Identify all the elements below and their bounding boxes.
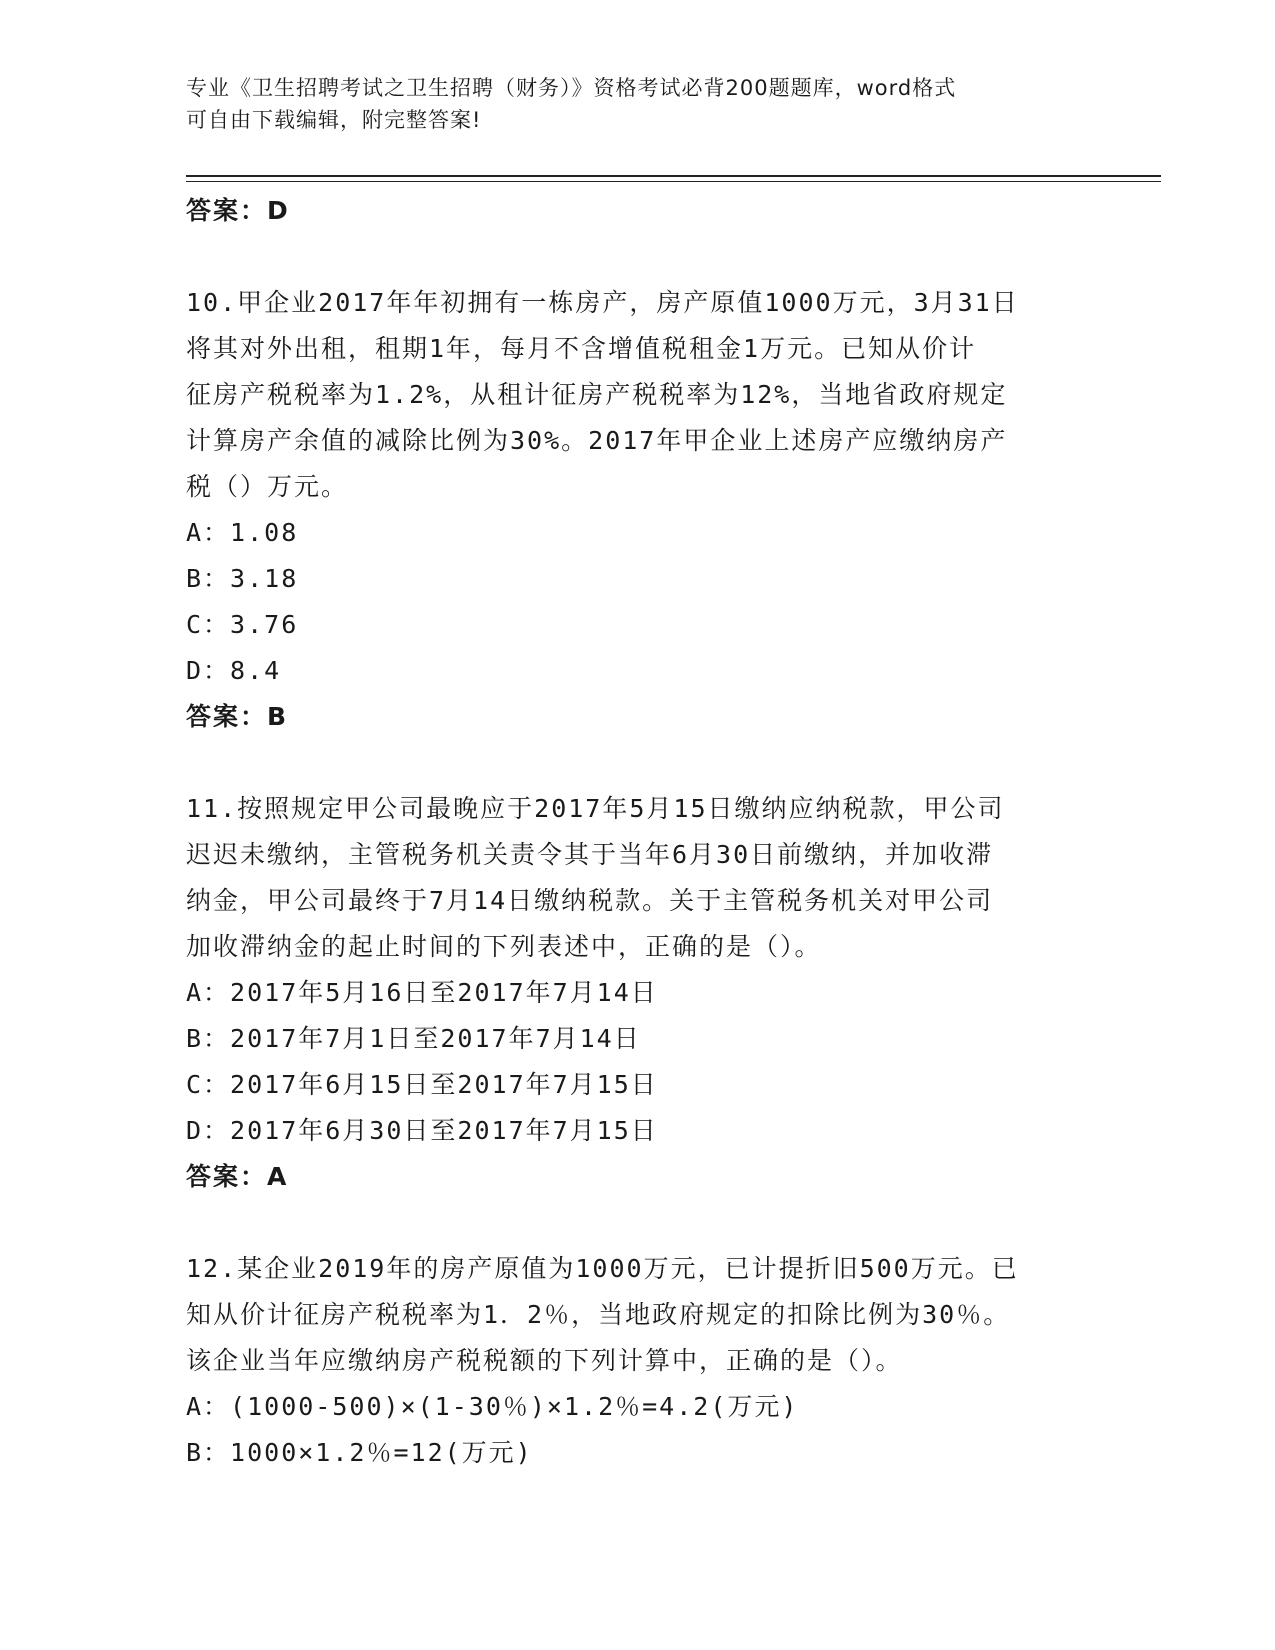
spacer <box>186 740 1086 786</box>
question-stem-line: 将其对外出租，租期1年，每月不含增值税租金1万元。已知从价计 <box>186 334 977 363</box>
question-stem-line: 税（）万元。 <box>186 472 349 501</box>
option-d: D：8.4 <box>186 656 282 685</box>
option-a: A：1.08 <box>186 518 299 547</box>
header-line-1: 专业《卫生招聘考试之卫生招聘（财务）》资格考试必背200题题库，word格式 <box>186 76 957 100</box>
question-10 <box>186 280 1086 740</box>
question-answer: 答案：A <box>186 1162 289 1191</box>
header-rule-thick <box>186 175 1161 177</box>
option-b: B：3.18 <box>186 564 299 593</box>
question-stem-line: 纳金，甲公司最终于7月14日缴纳税款。关于主管税务机关对甲公司 <box>186 886 994 915</box>
question-12 <box>186 1246 1086 1476</box>
question-stem-line: 11.按照规定甲公司最晚应于2017年5月15日缴纳应纳税款，甲公司 <box>186 794 1005 823</box>
question-stem-line: 征房产税税率为1.2%，从租计征房产税税率为12%，当地省政府规定 <box>186 380 1008 409</box>
option-c: C：2017年6月15日至2017年7月15日 <box>186 1070 658 1099</box>
question-answer: 答案：B <box>186 702 289 731</box>
question-stem-line: 知从价计征房产税税率为1．2％，当地政府规定的扣除比例为30％。 <box>186 1300 1011 1329</box>
header-line-2: 可自由下载编辑，附完整答案! <box>186 108 482 132</box>
option-b: B：2017年7月1日至2017年7月14日 <box>186 1024 641 1053</box>
option-d: D：2017年6月30日至2017年7月15日 <box>186 1116 658 1145</box>
document-header <box>186 72 1066 136</box>
option-a: A：(1000-500)×(1-30％)×1.2％=4.2(万元) <box>186 1392 799 1421</box>
question-stem-line: 计算房产余值的减除比例为30%。2017年甲企业上述房产应缴纳房产 <box>186 426 1008 455</box>
question-stem-line: 迟迟未缴纳，主管税务机关责令其于当年6月30日前缴纳，并加收滞 <box>186 840 994 869</box>
spacer <box>186 1200 1086 1246</box>
question-stem-line: 10.甲企业2017年年初拥有一栋房产，房产原值1000万元，3月31日 <box>186 288 1019 317</box>
question-stem-line: 12.某企业2019年的房产原值为1000万元，已计提折旧500万元。已 <box>186 1254 1019 1283</box>
option-c: C：3.76 <box>186 610 299 639</box>
question-11 <box>186 786 1086 1200</box>
previous-answer: 答案：D <box>186 196 290 225</box>
question-stem-line: 加收滞纳金的起止时间的下列表述中，正确的是（）。 <box>186 932 822 961</box>
option-a: A：2017年5月16日至2017年7月14日 <box>186 978 658 1007</box>
header-rule-thin <box>186 181 1161 182</box>
question-stem-line: 该企业当年应缴纳房产税税额的下列计算中，正确的是（）。 <box>186 1346 903 1375</box>
document-body <box>186 188 1086 1476</box>
option-b: B：1000×1.2％=12(万元) <box>186 1438 533 1467</box>
spacer <box>186 234 1086 280</box>
